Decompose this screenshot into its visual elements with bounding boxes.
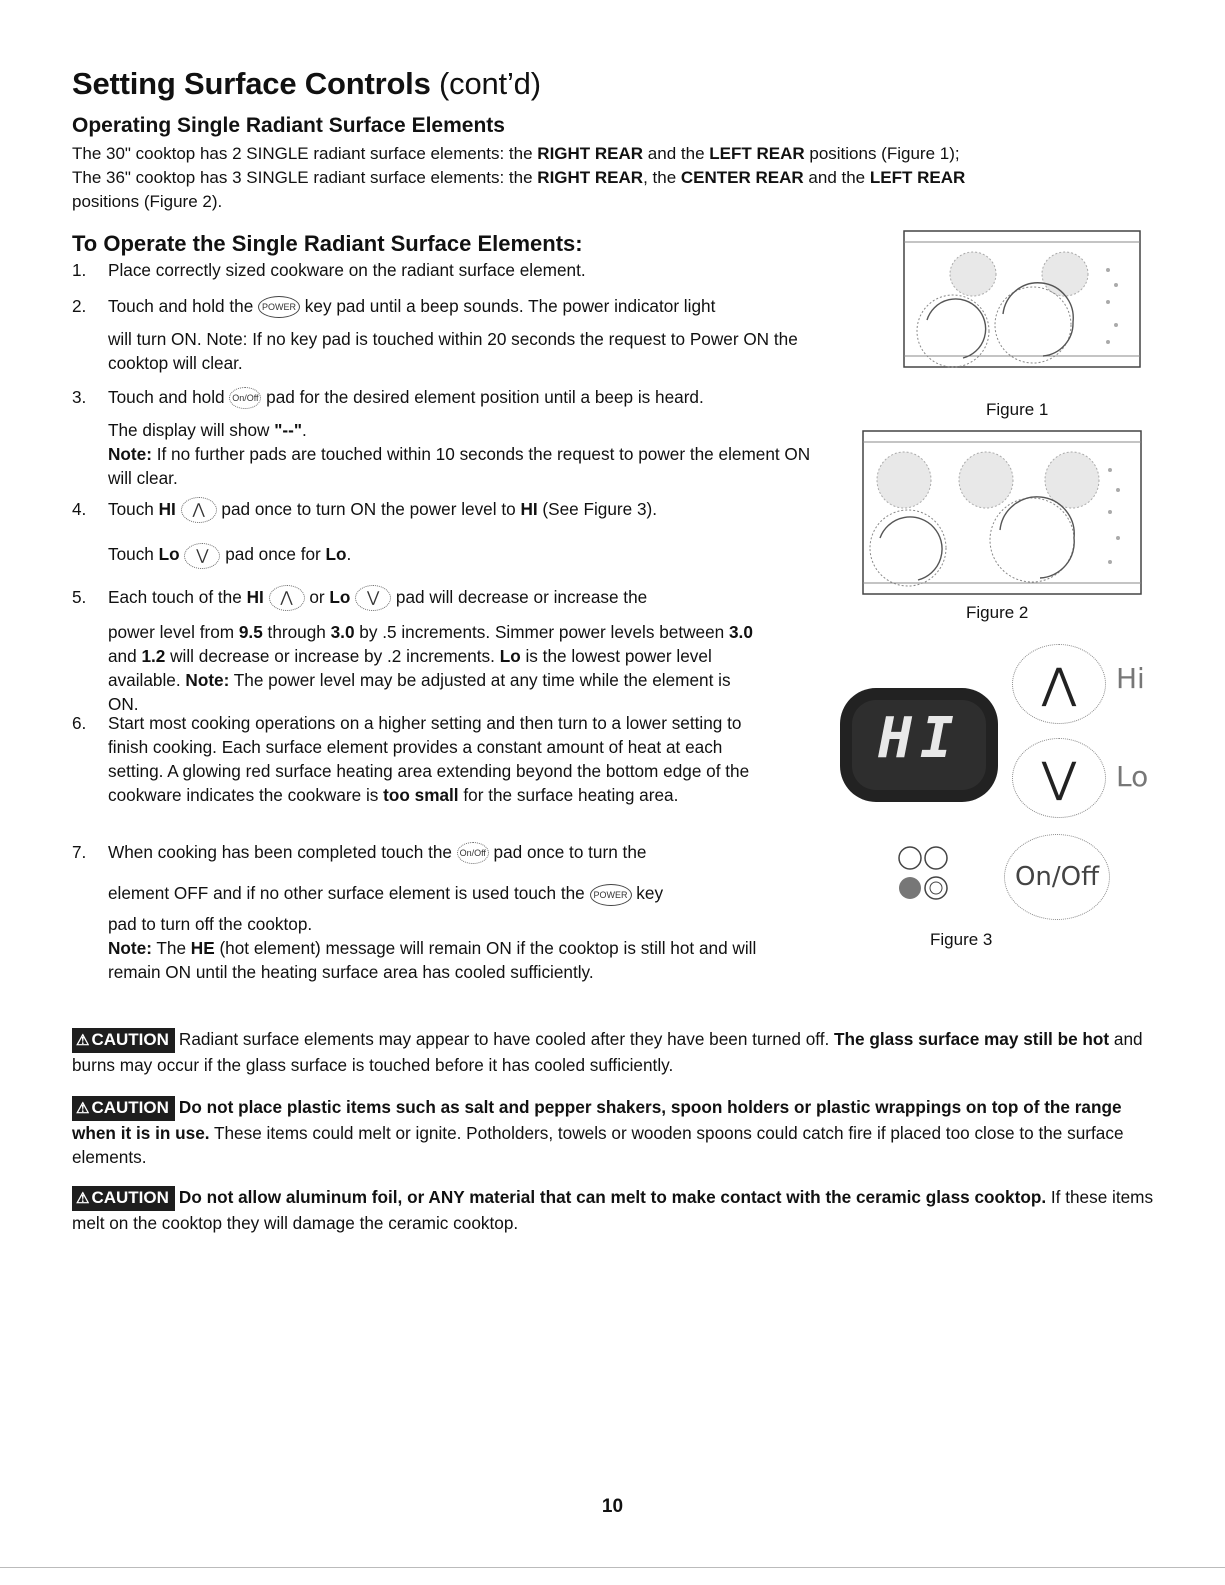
caution-1: ⚠ CAUTION Radiant surface elements may appear to have cooled after they have been turned off. The glass surface may still be hot and burns may occur if the glass surface is touched before it has cooled sufficiently. (72, 1029, 1143, 1075)
intro-paragraph: The 30" cooktop has 2 SINGLE radiant surface elements: the RIGHT REAR and the LEFT REAR positions (Figure 1); The 36" cooktop has 3 SINGLE radiant surface elements: the RIGHT REAR, the CENTER REAR and the LEFT REAR positions (Figure 2). (72, 144, 966, 211)
step-number: 6. (72, 713, 87, 733)
step-number: 4. (72, 499, 87, 519)
step-text: Start most cooking operations on a higher setting and then turn to a lower setting to finish cooking. Each surface element provides a constant amount of heat at each setting. A glowing red surface heating area extending beyond the bottom edge of the cookware indicates the cookware is too small for the surface heating area. (108, 713, 750, 805)
section-heading: Operating Single Radiant Surface Elements (72, 114, 505, 137)
caution-badge: ⚠ CAUTION (72, 1186, 175, 1211)
step-note: Note: If no further pads are touched within 10 seconds the request to power the element ON will clear. (108, 444, 811, 489)
step-text: will turn ON. Note: If no key pad is touched within 20 seconds the request to Power ON the cooktop will clear. (108, 329, 798, 374)
figure-2-caption: Figure 2 (966, 603, 1029, 622)
caution-2: ⚠ CAUTION Do not place plastic items such as salt and pepper shakers, spoon holders or plastic wrappings on top of the range when it is in use. These items could melt or ignite. Potholders, towels or wooden spoons could catch fire if placed too close to the surface elements. (72, 1097, 1124, 1167)
caution-3: ⚠ CAUTION Do not allow aluminum foil, or ANY material that can melt to make contact with the ceramic glass cooktop. If these items melt on the cooktop they will damage the ceramic cooktop. (72, 1187, 1154, 1233)
step-text: pad to turn off the cooktop. (108, 913, 313, 934)
step-number: 1. (72, 260, 87, 280)
power-keypad-icon: POWER (590, 884, 632, 906)
step-text: When cooking has been completed touch the On/Off pad once to turn the (108, 840, 838, 864)
step-text: Place correctly sized cookware on the radiant surface element. (108, 260, 586, 280)
figure-3-caption: Figure 3 (930, 930, 993, 949)
caution-badge: ⚠ CAUTION (72, 1096, 175, 1121)
warning-triangle-icon: ⚠ (76, 1190, 90, 1207)
page-bottom-rule (0, 1567, 1225, 1568)
step-number: 2. (72, 296, 87, 316)
step-note: Note: The HE (hot element) message will remain ON if the cooktop is still hot and will remain ON until the heating surface area has cooled sufficiently. (108, 937, 757, 982)
down-arrow-pad-icon: ⋁ (355, 585, 391, 611)
hi-label: Hi (1116, 662, 1145, 695)
element-indicator-icon (894, 842, 958, 906)
step-text: The display will show "--". (108, 420, 307, 441)
figure-2-cooktop-36in (862, 430, 1142, 595)
step-text: power level from 9.5 through 3.0 by .5 increments. Simmer power levels between 3.0 and 1.2 will decrease or increase by .2 increments. Lo is the lowest power level available. Note: The power level may be adjusted at any time while the element is ON. (108, 622, 753, 715)
caution-badge: ⚠ CAUTION (72, 1028, 175, 1053)
onoff-pad-icon: On/Off (457, 842, 489, 864)
step-text: Each touch of the HI ⋀ or Lo ⋁ pad will decrease or increase the (108, 585, 838, 611)
lo-down-arrow-icon: ⋁ (1012, 738, 1106, 818)
figure-3-control-panel (838, 638, 1148, 918)
onoff-pad-icon: On/Off (229, 387, 261, 409)
page-title: Setting Surface Controls (cont’d) (72, 66, 541, 101)
onoff-pad-icon: On/Off (1004, 834, 1110, 920)
step-text: Touch Lo ⋁ pad once for Lo. (108, 542, 838, 568)
step-number: 3. (72, 387, 87, 407)
lo-label: Lo (1116, 760, 1149, 793)
steps-heading: To Operate the Single Radiant Surface Elements: (72, 231, 583, 256)
step-number: 7. (72, 842, 87, 862)
up-arrow-pad-icon: ⋀ (269, 585, 305, 611)
display-readout: HI (878, 706, 962, 771)
down-arrow-pad-icon: ⋁ (184, 543, 220, 569)
figure-1-caption: Figure 1 (986, 400, 1049, 419)
step-text: Touch and hold On/Off pad for the desired element position until a beep is heard. (108, 385, 838, 409)
up-arrow-pad-icon: ⋀ (181, 497, 217, 523)
step-text: Touch and hold the POWER key pad until a beep sounds. The power indicator light (108, 294, 838, 318)
step-text: element OFF and if no other surface element is used touch the POWER key (108, 881, 838, 905)
step-number: 5. (72, 587, 87, 607)
power-keypad-icon: POWER (258, 296, 300, 318)
figure-1-cooktop-30in (903, 230, 1141, 368)
warning-triangle-icon: ⚠ (76, 1032, 90, 1049)
step-text: Touch HI ⋀ pad once to turn ON the power level to HI (See Figure 3). (108, 497, 838, 523)
hi-up-arrow-icon: ⋀ (1012, 644, 1106, 724)
warning-triangle-icon: ⚠ (76, 1100, 90, 1117)
page-number: 10 (601, 1496, 624, 1517)
